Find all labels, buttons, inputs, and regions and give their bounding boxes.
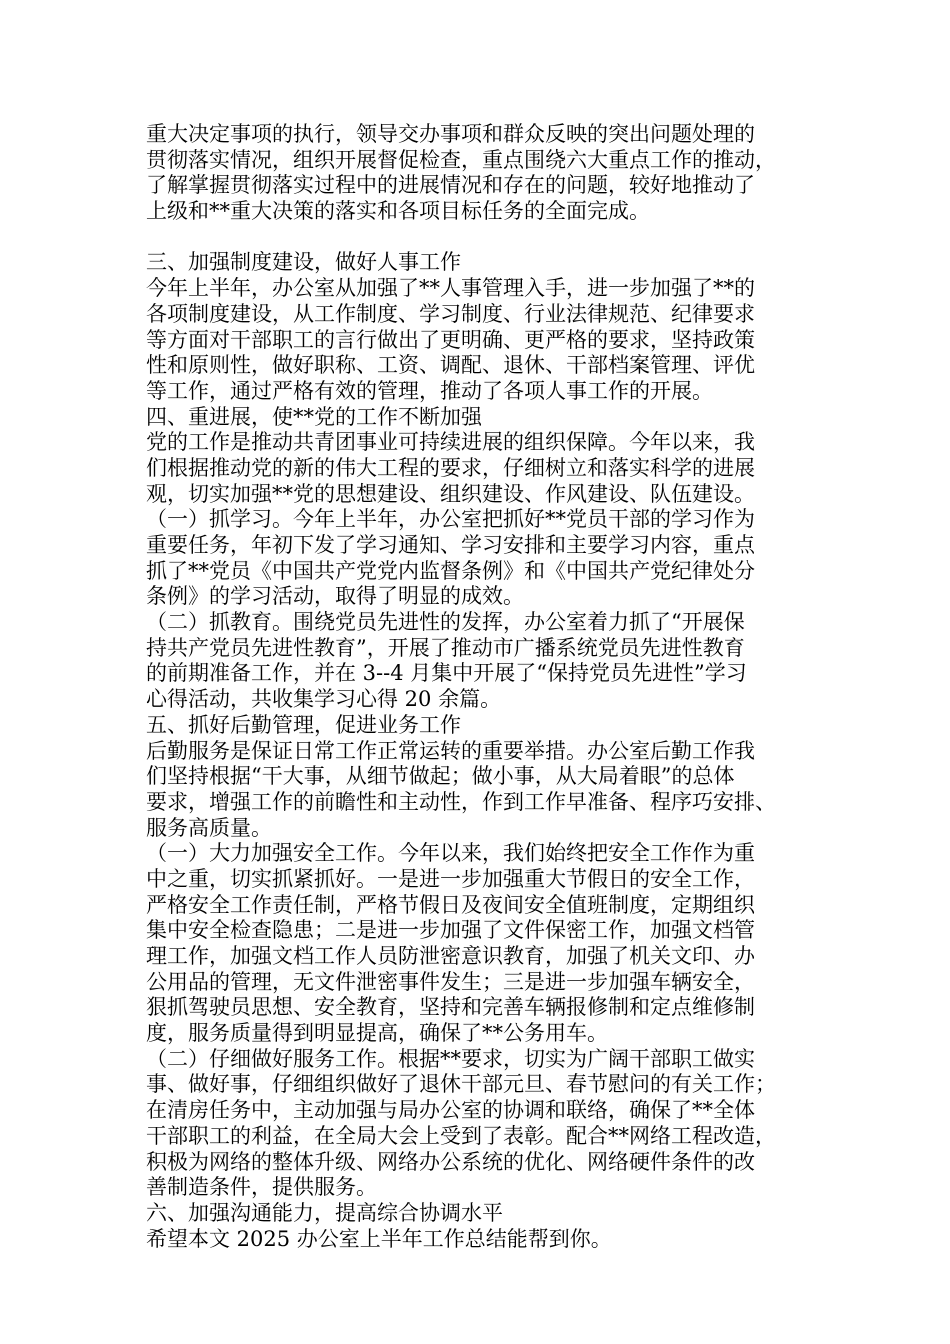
text-line: （一）大力加强安全工作。今年以来，我们始终把安全工作作为重	[146, 841, 755, 866]
text-line: 集中安全检查隐患；二是进一步加强了文件保密工作，加强文档管	[146, 918, 755, 943]
text-line: 观，切实加强**党的思想建设、组织建设、作风建设、队伍建设。	[146, 481, 755, 506]
text-line: 在清房任务中，主动加强与局办公室的协调和联络，确保了**全体	[146, 1098, 755, 1123]
text-line: 条例》的学习活动，取得了明显的成效。	[146, 584, 524, 609]
text-line: 抓了**党员《中国共产党党内监督条例》和《中国共产党纪律处分	[146, 558, 755, 583]
text-line: 善制造条件，提供服务。	[146, 1175, 377, 1200]
text-line: 党的工作是推动共青团事业可持续进展的组织保障。今年以来，我	[146, 430, 755, 455]
text-line: 今年上半年，办公室从加强了**人事管理入手，进一步加强了**的	[146, 276, 755, 301]
text-line: （一）抓学习。今年上半年，办公室把抓好**党员干部的学习作为	[146, 507, 755, 532]
text-line: 五、抓好后勤管理，促进业务工作	[146, 712, 461, 737]
text-line: 事、做好事，仔细组织做好了退休干部元旦、春节慰问的有关工作；	[146, 1072, 776, 1097]
text-line: 们根据推动党的新的伟大工程的要求，仔细树立和落实科学的进展	[146, 455, 755, 480]
text-line: 各项制度建设，从工作制度、学习制度、行业法律规范、纪律要求	[146, 301, 755, 326]
text-line: 度，服务质量得到明显提高，确保了**公务用车。	[146, 1021, 608, 1046]
text-line: 公用品的管理，无文件泄密事件发生；三是进一步加强车辆安全，	[146, 969, 755, 994]
text-line: （二）仔细做好服务工作。根据**要求，切实为广阔干部职工做实	[146, 1046, 755, 1071]
text-line: 心得活动，共收集学习心得 20 余篇。	[146, 687, 502, 712]
text-line: 的前期准备工作，并在 3--4 月集中开展了“保持党员先进性”学习	[146, 661, 747, 686]
blank-line	[146, 225, 816, 251]
text-line: 了解掌握贯彻落实过程中的进展情况和存在的问题，较好地推动了	[146, 173, 755, 198]
text-line: 中之重，切实抓紧抓好。一是进一步加强重大节假日的安全工作，	[146, 866, 755, 891]
text-line: 理工作，加强文档工作人员防泄密意识教育，加强了机关文印、办	[146, 944, 755, 968]
text-line: 干部职工的利益，在全局大会上受到了表彰。配合**网络工程改造，	[146, 1123, 776, 1148]
text-line: 六、加强沟通能力，提高综合协调水平	[146, 1200, 503, 1225]
text-line: （二）抓教育。围绕党员先进性的发挥，办公室着力抓了“开展保	[146, 610, 745, 635]
text-line: 严格安全工作责任制，严格节假日及夜间安全值班制度，定期组织	[146, 892, 755, 917]
text-line: 希望本文 2025 办公室上半年工作总结能帮到你。	[146, 1226, 612, 1251]
text-line: 后勤服务是保证日常工作正常运转的重要举措。办公室后勤工作我	[146, 738, 755, 763]
document-body	[146, 122, 816, 1252]
text-line: 上级和**重大决策的落实和各项目标任务的全面完成。	[146, 199, 650, 224]
text-line: 要求，增强工作的前瞻性和主动性，作到工作早准备、程序巧安排、	[146, 789, 776, 814]
text-line: 三、加强制度建设，做好人事工作	[146, 250, 461, 275]
text-line: 重要任务，年初下发了学习通知、学习安排和主要学习内容，重点	[146, 533, 755, 557]
text-line: 狠抓驾驶员思想、安全教育，坚持和完善车辆报修制和定点维修制	[146, 995, 755, 1020]
text-line: 们坚持根据“干大事，从细节做起；做小事，从大局着眼”的总体	[146, 764, 735, 789]
text-line: 等工作，通过严格有效的管理，推动了各项人事工作的开展。	[146, 378, 713, 403]
text-line: 积极为网络的整体升级、网络办公系统的优化、网络硬件条件的改	[146, 1149, 755, 1174]
text-line: 持共产党员先进性教育”，开展了推动市广播系统党员先进性教育	[146, 635, 745, 660]
text-line: 性和原则性，做好职称、工资、调配、退休、干部档案管理、评优	[146, 353, 755, 378]
text-line: 四、重进展，使**党的工作不断加强	[146, 404, 482, 429]
text-line: 等方面对干部职工的言行做出了更明确、更严格的要求，坚持政策	[146, 327, 755, 352]
text-line: 服务高质量。	[146, 815, 272, 840]
text-line: 重大决定事项的执行，领导交办事项和群众反映的突出问题处理的	[146, 122, 755, 146]
text-line: 贯彻落实情况，组织开展督促检查，重点围绕六大重点工作的推动，	[146, 147, 776, 172]
